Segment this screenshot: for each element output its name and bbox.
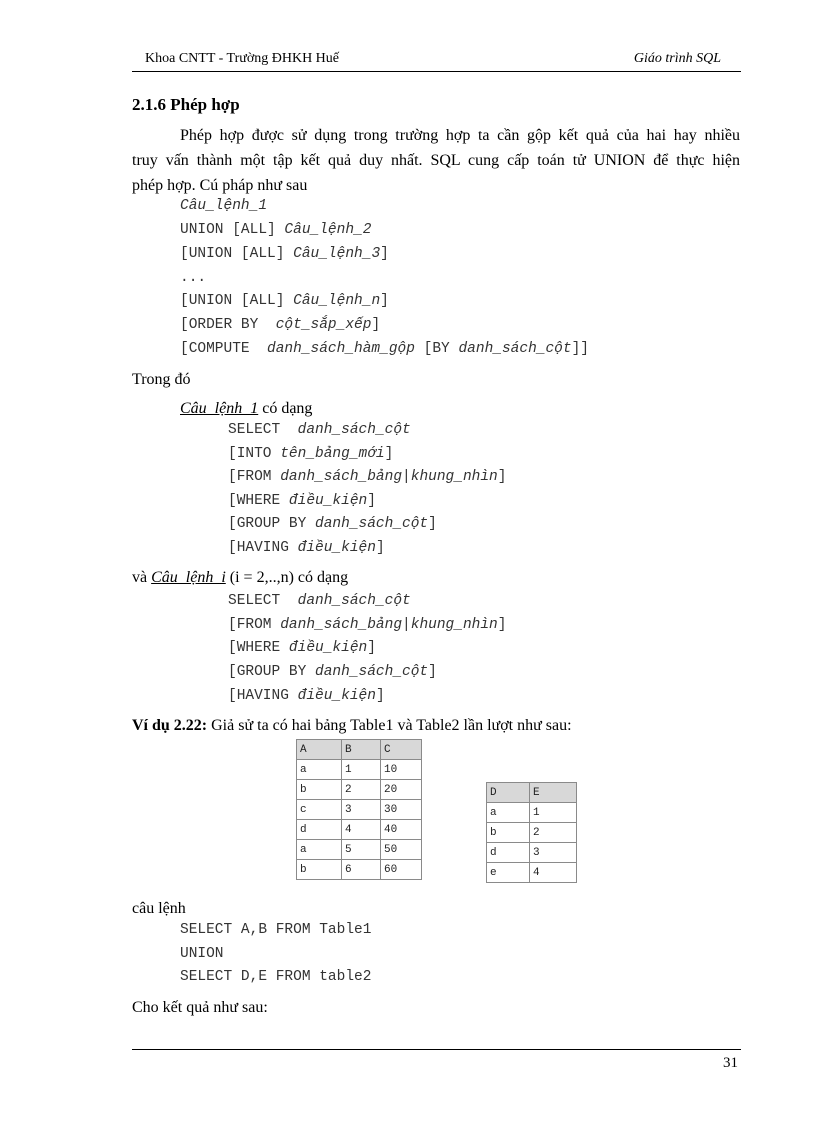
- table-cell: 4: [342, 820, 381, 840]
- stmti-from: [FROM danh_sách_bảng|khung_nhìn]: [228, 617, 507, 633]
- syntax-line-7: [COMPUTE danh_sách_hàm_gộp [BY danh_sách_cột]]: [180, 341, 589, 357]
- table1-header: A: [297, 740, 342, 760]
- table-row: [297, 820, 422, 840]
- stmt1-select: SELECT danh_sách_cột: [228, 422, 411, 438]
- table1-header-row: [297, 740, 422, 760]
- query-line-2: UNION: [180, 946, 224, 962]
- header-left: Khoa CNTT - Trường ĐHKH Huế: [145, 51, 340, 66]
- stmti-select: SELECT danh_sách_cột: [228, 593, 411, 609]
- table1-header: C: [381, 740, 422, 760]
- result-text: Cho kết quả như sau:: [132, 999, 268, 1016]
- table-cell: 1: [342, 760, 381, 780]
- table-cell: 4: [530, 863, 577, 883]
- stmt1-where: [WHERE điều_kiện]: [228, 493, 376, 509]
- example-intro: Ví dụ 2.22: Giả sử ta có hai bảng Table1 và Table2 lần lượt như sau:: [132, 717, 572, 734]
- table-row: [297, 840, 422, 860]
- table-cell: a: [297, 760, 342, 780]
- stmt1-group: [GROUP BY danh_sách_cột]: [228, 516, 437, 532]
- table-cell: 2: [342, 780, 381, 800]
- table-cell: 2: [530, 823, 577, 843]
- table-cell: 60: [381, 860, 422, 880]
- syntax-line-5: [UNION [ALL] Câu_lệnh_n]: [180, 293, 389, 309]
- query-line-3: SELECT D,E FROM table2: [180, 969, 372, 985]
- syntax-line-6: [ORDER BY cột_sắp_xếp]: [180, 317, 381, 333]
- stmti-intro: và Câu_lệnh_i (i = 2,..,n) có dạng: [132, 569, 349, 586]
- table-cell: b: [297, 860, 342, 880]
- table1: [296, 739, 422, 880]
- table2-header: D: [487, 783, 530, 803]
- table-cell: 6: [342, 860, 381, 880]
- table-cell: 50: [381, 840, 422, 860]
- intro-line-3: phép hợp. Cú pháp như sau: [132, 177, 308, 194]
- table-cell: c: [297, 800, 342, 820]
- table-cell: a: [487, 803, 530, 823]
- stmti-having: [HAVING điều_kiện]: [228, 688, 385, 704]
- table-row: [297, 800, 422, 820]
- table2: [486, 782, 577, 883]
- table-row: [297, 780, 422, 800]
- intro-line-1: Phép hợp được sử dụng trong trường hợp ta cần gộp kết quả của hai hay nhiều: [180, 127, 740, 144]
- table-row: [487, 823, 577, 843]
- stmti-where: [WHERE điều_kiện]: [228, 640, 376, 656]
- table-cell: d: [487, 843, 530, 863]
- stmt1-having: [HAVING điều_kiện]: [228, 540, 385, 556]
- table-cell: 30: [381, 800, 422, 820]
- table-cell: 3: [342, 800, 381, 820]
- footer-divider: [132, 1049, 741, 1050]
- table2-header-row: [487, 783, 577, 803]
- intro-line-2: truy vấn thành một tập kết quả duy nhất. SQL cung cấp toán tử UNION để thực hiện: [132, 152, 740, 169]
- section-title: 2.1.6 Phép hợp: [132, 95, 240, 114]
- syntax-line-4: ...: [180, 270, 207, 286]
- trong-do: Trong đó: [132, 371, 191, 388]
- table-row: [487, 843, 577, 863]
- table1-header: B: [342, 740, 381, 760]
- table-cell: 1: [530, 803, 577, 823]
- table-row: [487, 863, 577, 883]
- table-cell: 20: [381, 780, 422, 800]
- table-cell: 10: [381, 760, 422, 780]
- table-cell: 3: [530, 843, 577, 863]
- table-cell: d: [297, 820, 342, 840]
- table-cell: b: [297, 780, 342, 800]
- table-cell: b: [487, 823, 530, 843]
- header-right: Giáo trình SQL: [633, 51, 721, 66]
- table-cell: a: [297, 840, 342, 860]
- syntax-line-3: [UNION [ALL] Câu_lệnh_3]: [180, 246, 389, 262]
- table-row: [487, 803, 577, 823]
- table-cell: 5: [342, 840, 381, 860]
- stmti-group: [GROUP BY danh_sách_cột]: [228, 664, 437, 680]
- table-cell: 40: [381, 820, 422, 840]
- page-number: 31: [723, 1055, 738, 1071]
- table-cell: e: [487, 863, 530, 883]
- table-row: [297, 860, 422, 880]
- table-row: [297, 760, 422, 780]
- syntax-line-1: Câu_lệnh_1: [180, 198, 268, 214]
- table2-header: E: [530, 783, 577, 803]
- cau-lenh: câu lệnh: [132, 900, 186, 917]
- stmt1-intro: Câu_lệnh_1 có dạng: [180, 400, 313, 417]
- query-line-1: SELECT A,B FROM Table1: [180, 922, 372, 938]
- stmt1-into: [INTO tên_bảng_mới]: [228, 446, 394, 462]
- stmt1-from: [FROM danh_sách_bảng|khung_nhìn]: [228, 469, 507, 485]
- syntax-line-2: UNION [ALL] Câu_lệnh_2: [180, 222, 372, 238]
- header-divider: [132, 71, 741, 72]
